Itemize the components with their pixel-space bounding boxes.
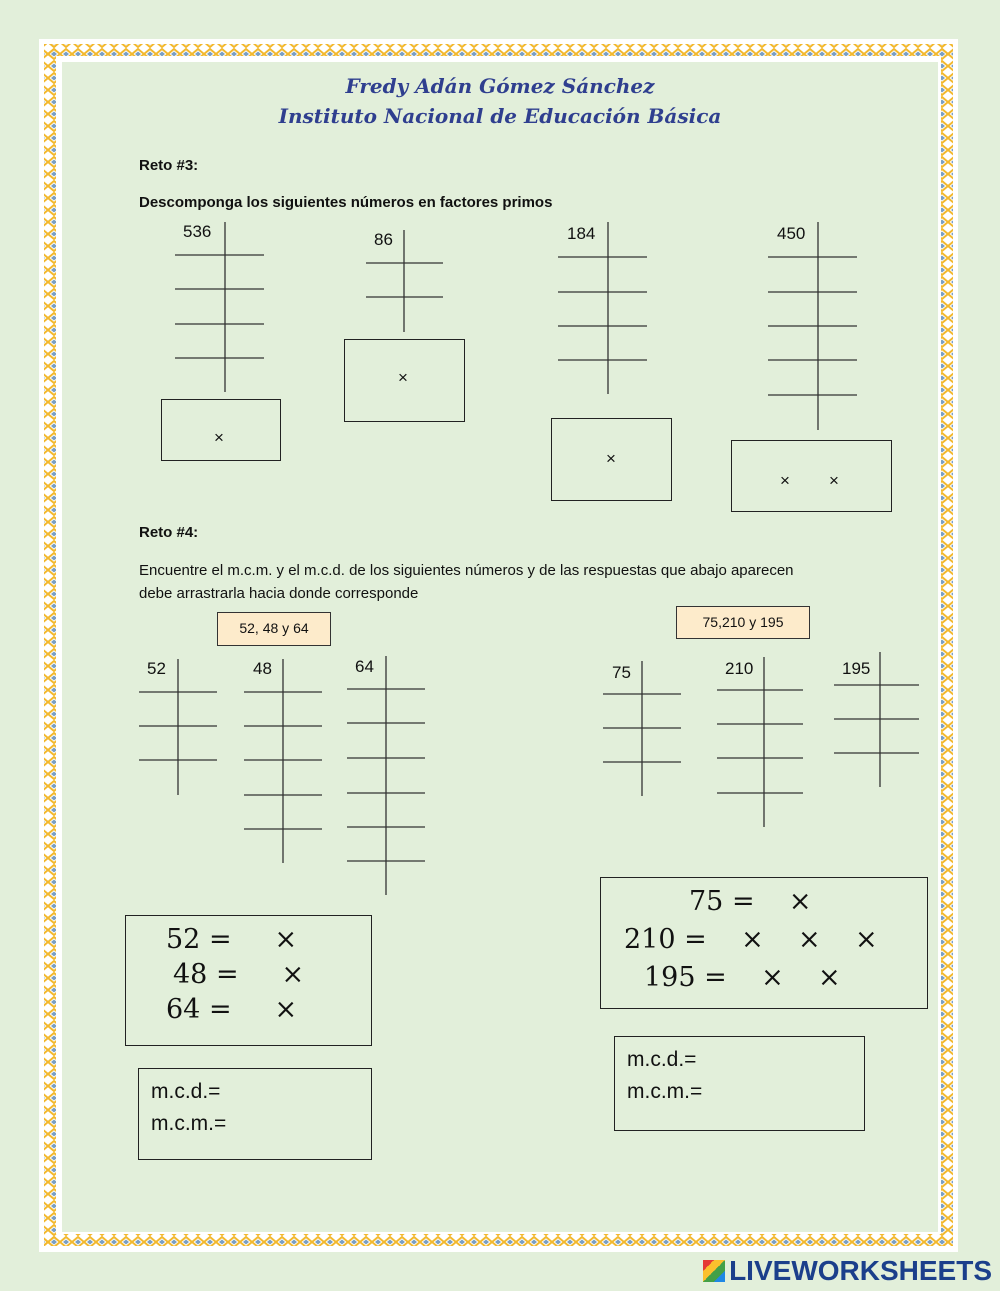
times-sign: × [214,428,224,447]
number-52: 52 [147,659,166,678]
mcm-label: m.c.m.= [627,1080,703,1103]
reto3-instruction: Descomponga los siguientes números en factores primos [139,194,553,211]
equation-52: 52 = × [166,924,298,955]
number-64: 64 [355,657,374,676]
brand-text: LIVEWORKSHEETS [729,1255,992,1286]
author-name: Fredy Adán Gómez Sánchez [345,74,655,98]
number-75: 75 [612,663,631,682]
answer-box-group1[interactable] [138,1068,372,1160]
group1-tag: 52, 48 y 64 [217,612,331,646]
reto4-instruction-line2: debe arrastrarla hacia donde corresponde [139,585,419,602]
equation-64: 64 = × [166,994,298,1025]
reto4-instruction-line1: Encuentre el m.c.m. y el m.c.d. de los siguientes números y de las respuestas que abajo aparecen [139,562,794,579]
times-sign: × [780,471,790,490]
number-195: 195 [842,659,871,678]
equation-75: 75 = × [689,886,812,917]
group2-tag: 75,210 y 195 [676,606,810,639]
equation-210: 210 = × × × [624,924,878,955]
equation-195: 195 = × × [644,962,841,993]
number-210: 210 [725,659,754,678]
institution-name: Instituto Nacional de Educación Básica [278,104,722,128]
mcd-label: m.c.d.= [627,1048,697,1071]
number-86: 86 [374,230,393,249]
number-184: 184 [567,224,596,243]
number-450: 450 [777,224,806,243]
answer-box-group2[interactable] [614,1036,865,1131]
times-sign: × [398,368,408,387]
equations-box-group1[interactable] [125,915,372,1046]
times-sign: × [829,471,839,490]
live-badge-icon [703,1260,725,1282]
number-48: 48 [253,659,272,678]
mcm-label: m.c.m.= [151,1112,227,1135]
equations-box-group2[interactable] [600,877,928,1009]
liveworksheets-logo[interactable] [703,1255,992,1287]
reto4-title: Reto #4: [139,524,199,541]
number-536: 536 [183,222,212,241]
equation-48: 48 = × [173,959,305,990]
mcd-label: m.c.d.= [151,1080,221,1103]
times-sign: × [606,449,616,468]
reto3-title: Reto #3: [139,157,199,174]
